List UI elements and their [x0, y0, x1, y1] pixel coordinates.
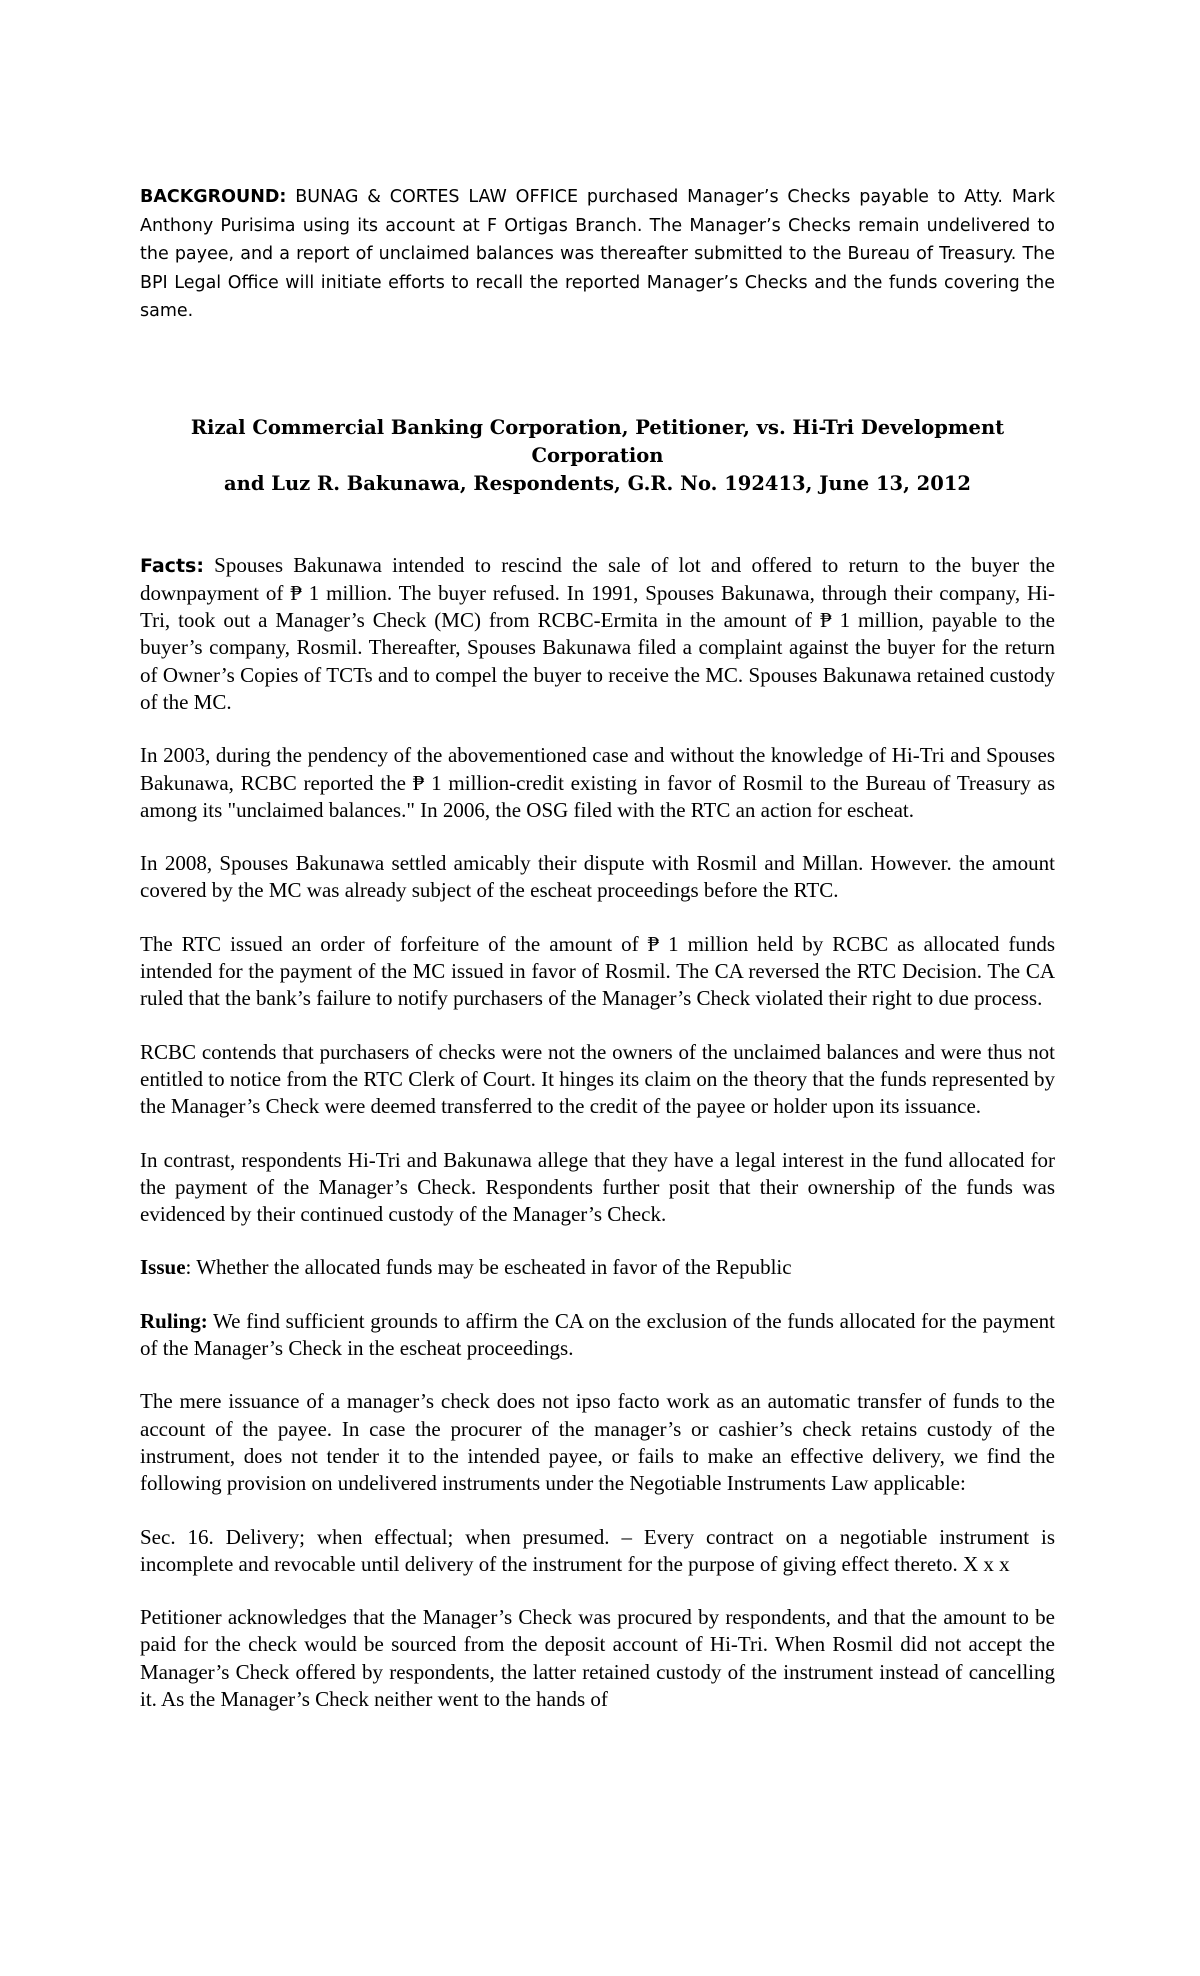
- facts-label: Facts:: [140, 554, 204, 577]
- issue-label: Issue: [140, 1255, 186, 1280]
- facts-paragraph: [140, 552, 1055, 717]
- case-title-line-2: and Luz R. Bakunawa, Respondents, G.R. No. 192413, June 13, 2012: [224, 471, 971, 495]
- case-title-line-1: Rizal Commercial Banking Corporation, Petitioner, vs. Hi-Tri Development Corporation: [190, 415, 1005, 467]
- background-text: BUNAG & CORTES LAW OFFICE purchased Manager’s Checks payable to Atty. Mark Anthony Purisima using its account at F Ortigas Branch. The Manager’s Checks remain undelivered to the payee, and a report of unclaimed balances was thereafter submitted to the Bureau of Treasury. The BPI Legal Office will initiate efforts to recall the reported Manager’s Checks and the funds covering the same.: [140, 187, 1055, 321]
- ruling-text: We find sufficient grounds to affirm the CA on the exclusion of the funds allocated for the payment of the Manager’s Check in the escheat proceedings.: [140, 1308, 1055, 1361]
- issue-text: : Whether the allocated funds may be escheated in favor of the Republic: [185, 1255, 792, 1280]
- ruling-paragraph: [140, 1308, 1055, 1363]
- issue-paragraph: [140, 1254, 1055, 1281]
- paragraph-petitioner-acknowledges: Petitioner acknowledges that the Manager’s Check was procured by respondents, and that the amount to be paid for the check would be sourced from the deposit account of Hi-Tri. When Rosmil did not accept the Manager’s Check offered by respondents, the latter retained custody of the instrument instead of cancelling it. As the Manager’s Check neither went to the hands of: [140, 1605, 1055, 1711]
- case-title: [140, 414, 1055, 498]
- paragraph-rcbc-contention: RCBC contends that purchasers of checks were not the owners of the unclaimed balances and were thus not entitled to notice from the RTC Clerk of Court. It hinges its claim on the theory that the funds represented by the Manager’s Check were deemed transferred to the credit of the payee or holder upon its issuance.: [140, 1039, 1055, 1119]
- paragraph-2008-settlement: In 2008, Spouses Bakunawa settled amicably their dispute with Rosmil and Millan. However. the amount covered by the MC was already subject of the escheat proceedings before the RTC.: [140, 851, 1055, 903]
- background-paragraph: [140, 183, 1055, 326]
- paragraph-sec-16: Sec. 16. Delivery; when effectual; when presumed. – Every contract on a negotiable instrument is incomplete and revocable until delivery of the instrument for the purpose of giving effect thereto. X x x: [140, 1524, 1055, 1576]
- ruling-label: Ruling:: [140, 1308, 208, 1333]
- paragraph-managers-check-issuance: The mere issuance of a manager’s check does not ipso facto work as an automatic transfer of funds to the account of the payee. In case the procurer of the manager’s or cashier’s check retains custody of the instrument, does not tender it to the intended payee, or fails to make an effective delivery, we find the following provision on undelivered instruments under the Negotiable Instruments Law applicable:: [140, 1389, 1055, 1496]
- facts-text: Spouses Bakunawa intended to rescind the sale of lot and offered to return to the buyer the downpayment of ₱ 1 million. The buyer refused. In 1991, Spouses Bakunawa, through their company, Hi-Tri, took out a Manager’s Check (MC) from RCBC-Ermita in the amount of ₱ 1 million, payable to the buyer’s company, Rosmil. Thereafter, Spouses Bakunawa filed a complaint against the buyer for the return of Owner’s Copies of TCTs and to compel the buyer to receive the MC. Spouses Bakunawa retained custody of the MC.: [140, 552, 1055, 714]
- paragraph-2003-report: In 2003, during the pendency of the abovementioned case and without the knowledge of Hi-Tri and Spouses Bakunawa, RCBC reported the ₱ 1 million-credit existing in favor of Rosmil to the Bureau of Treasury as among its "unclaimed balances." In 2006, the OSG filed with the RTC an action for escheat.: [140, 743, 1055, 822]
- paragraph-rtc-order: The RTC issued an order of forfeiture of the amount of ₱ 1 million held by RCBC as allocated funds intended for the payment of the MC issued in favor of Rosmil. The CA reversed the RTC Decision. The CA ruled that the bank’s failure to notify purchasers of the Manager’s Check violated their right to due process.: [140, 931, 1055, 1011]
- paragraph-respondents-allegation: In contrast, respondents Hi-Tri and Bakunawa allege that they have a legal interest in the fund allocated for the payment of the Manager’s Check. Respondents further posit that their ownership of the funds was evidenced by their continued custody of the Manager’s Check.: [140, 1147, 1055, 1227]
- document-page: [140, 183, 1055, 1713]
- background-label: BACKGROUND:: [140, 187, 287, 207]
